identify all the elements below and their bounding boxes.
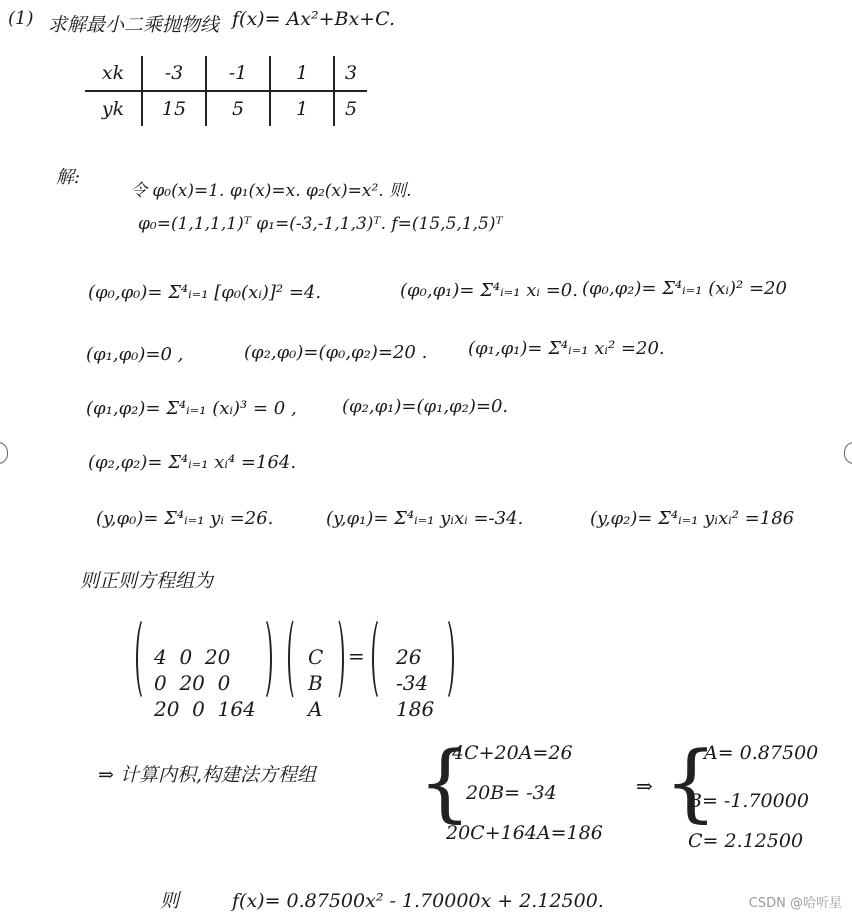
- result-value: C= 2.12500: [688, 830, 804, 852]
- system-equation: 20C+164A=186: [446, 822, 603, 844]
- inner-product: (φ₁,φ₂)= Σ⁴ᵢ₌₁ (xᵢ)³ = 0 ,: [86, 398, 297, 419]
- x-row: [85, 56, 367, 91]
- basis-definition: 令 φ₀(x)=1. φ₁(x)=x. φ₂(x)=x². 则.: [130, 181, 412, 201]
- y-value: 5: [345, 98, 358, 120]
- rhs-value: 186: [396, 697, 435, 721]
- results-brace: {: [664, 733, 718, 831]
- rhs-right-paren: [436, 616, 454, 702]
- next-page-handle[interactable]: [844, 442, 852, 464]
- problem-title: 求解最小二乘抛物线: [48, 14, 220, 36]
- matrix-row: 20 0 164: [154, 697, 256, 721]
- implies-arrow: ⇒: [636, 774, 653, 798]
- solution-label: 解:: [56, 167, 81, 188]
- final-answer: f(x)= 0.87500x² - 1.70000x + 2.12500.: [232, 890, 604, 912]
- y-value: 1: [270, 91, 334, 126]
- inner-product: (y,φ₁)= Σ⁴ᵢ₌₁ yᵢxᵢ =-34.: [326, 508, 524, 529]
- inner-product: (y,φ₀)= Σ⁴ᵢ₌₁ yᵢ =26.: [96, 508, 274, 529]
- previous-page-handle[interactable]: [0, 442, 8, 464]
- y-value: 15: [142, 91, 206, 126]
- unknown: B: [308, 671, 323, 695]
- inner-product: (φ₀,φ₂)= Σ⁴ᵢ₌₁ (xᵢ)² =20: [582, 278, 787, 299]
- matrix-right-paren: [254, 616, 272, 702]
- coefficient-matrix: [154, 618, 256, 722]
- unknown: A: [308, 697, 323, 721]
- basis-vectors: φ₀=(1,1,1,1)ᵀ φ₁=(-3,-1,1,3)ᵀ. f=(15,5,1,5)ᵀ: [138, 214, 503, 234]
- result-value: A= 0.87500: [704, 742, 819, 764]
- x-value: 3: [334, 56, 367, 91]
- result-value: B= -1.70000: [688, 790, 809, 812]
- matrix-equals: =: [348, 644, 365, 668]
- y-row: [85, 91, 367, 126]
- system-equation: 20B= -34: [466, 782, 557, 804]
- inner-product: (φ₁,φ₀)=0 ,: [86, 344, 184, 365]
- rhs-left-paren: [372, 616, 390, 702]
- y-label: yk: [85, 91, 142, 126]
- inner-product: (y,φ₂)= Σ⁴ᵢ₌₁ yᵢxᵢ² =186: [590, 508, 795, 529]
- unknowns-right-paren: [328, 616, 344, 702]
- inner-product: (φ₂,φ₁)=(φ₁,φ₂)=0.: [342, 396, 509, 417]
- matrix-left-paren: [136, 616, 154, 702]
- unknowns-vector: [308, 618, 323, 722]
- rhs-vector: [396, 618, 434, 722]
- watermark: CSDN @哈听星: [748, 896, 842, 911]
- inner-product: (φ₀,φ₀)= Σ⁴ᵢ₌₁ [φ₀(xᵢ)]² =4.: [88, 282, 322, 303]
- x-value: -3: [142, 56, 206, 91]
- y-value: 5: [206, 91, 270, 126]
- problem-number: (1): [8, 8, 34, 29]
- x-value: -1: [206, 56, 270, 91]
- normal-equations-label: 则正则方程组为: [80, 570, 214, 592]
- inner-product: (φ₁,φ₁)= Σ⁴ᵢ₌₁ xᵢ² =20.: [468, 338, 665, 359]
- x-value: 1: [270, 56, 334, 91]
- inner-product: (φ₀,φ₁)= Σ⁴ᵢ₌₁ xᵢ =0.: [400, 280, 578, 301]
- system-brace: {: [418, 733, 472, 831]
- unknown: C: [308, 645, 324, 669]
- rhs-value: -34: [396, 671, 429, 695]
- matrix-row: 0 20 0: [154, 671, 231, 695]
- unknowns-left-paren: [288, 616, 304, 702]
- rhs-value: 26: [396, 645, 422, 669]
- x-label: xk: [85, 56, 142, 91]
- inner-product: (φ₂,φ₀)=(φ₀,φ₂)=20 .: [244, 342, 428, 363]
- system-equation: 4C+20A=26: [452, 742, 573, 764]
- matrix-row: 4 0 20: [154, 645, 231, 669]
- problem-formula: f(x)= Ax²+Bx+C.: [232, 8, 396, 30]
- data-table: [85, 56, 367, 126]
- step-label: ⇒ 计算内积,构建法方程组: [98, 764, 316, 786]
- inner-product: (φ₂,φ₂)= Σ⁴ᵢ₌₁ xᵢ⁴ =164.: [88, 452, 297, 473]
- final-prefix: 则: [160, 890, 180, 912]
